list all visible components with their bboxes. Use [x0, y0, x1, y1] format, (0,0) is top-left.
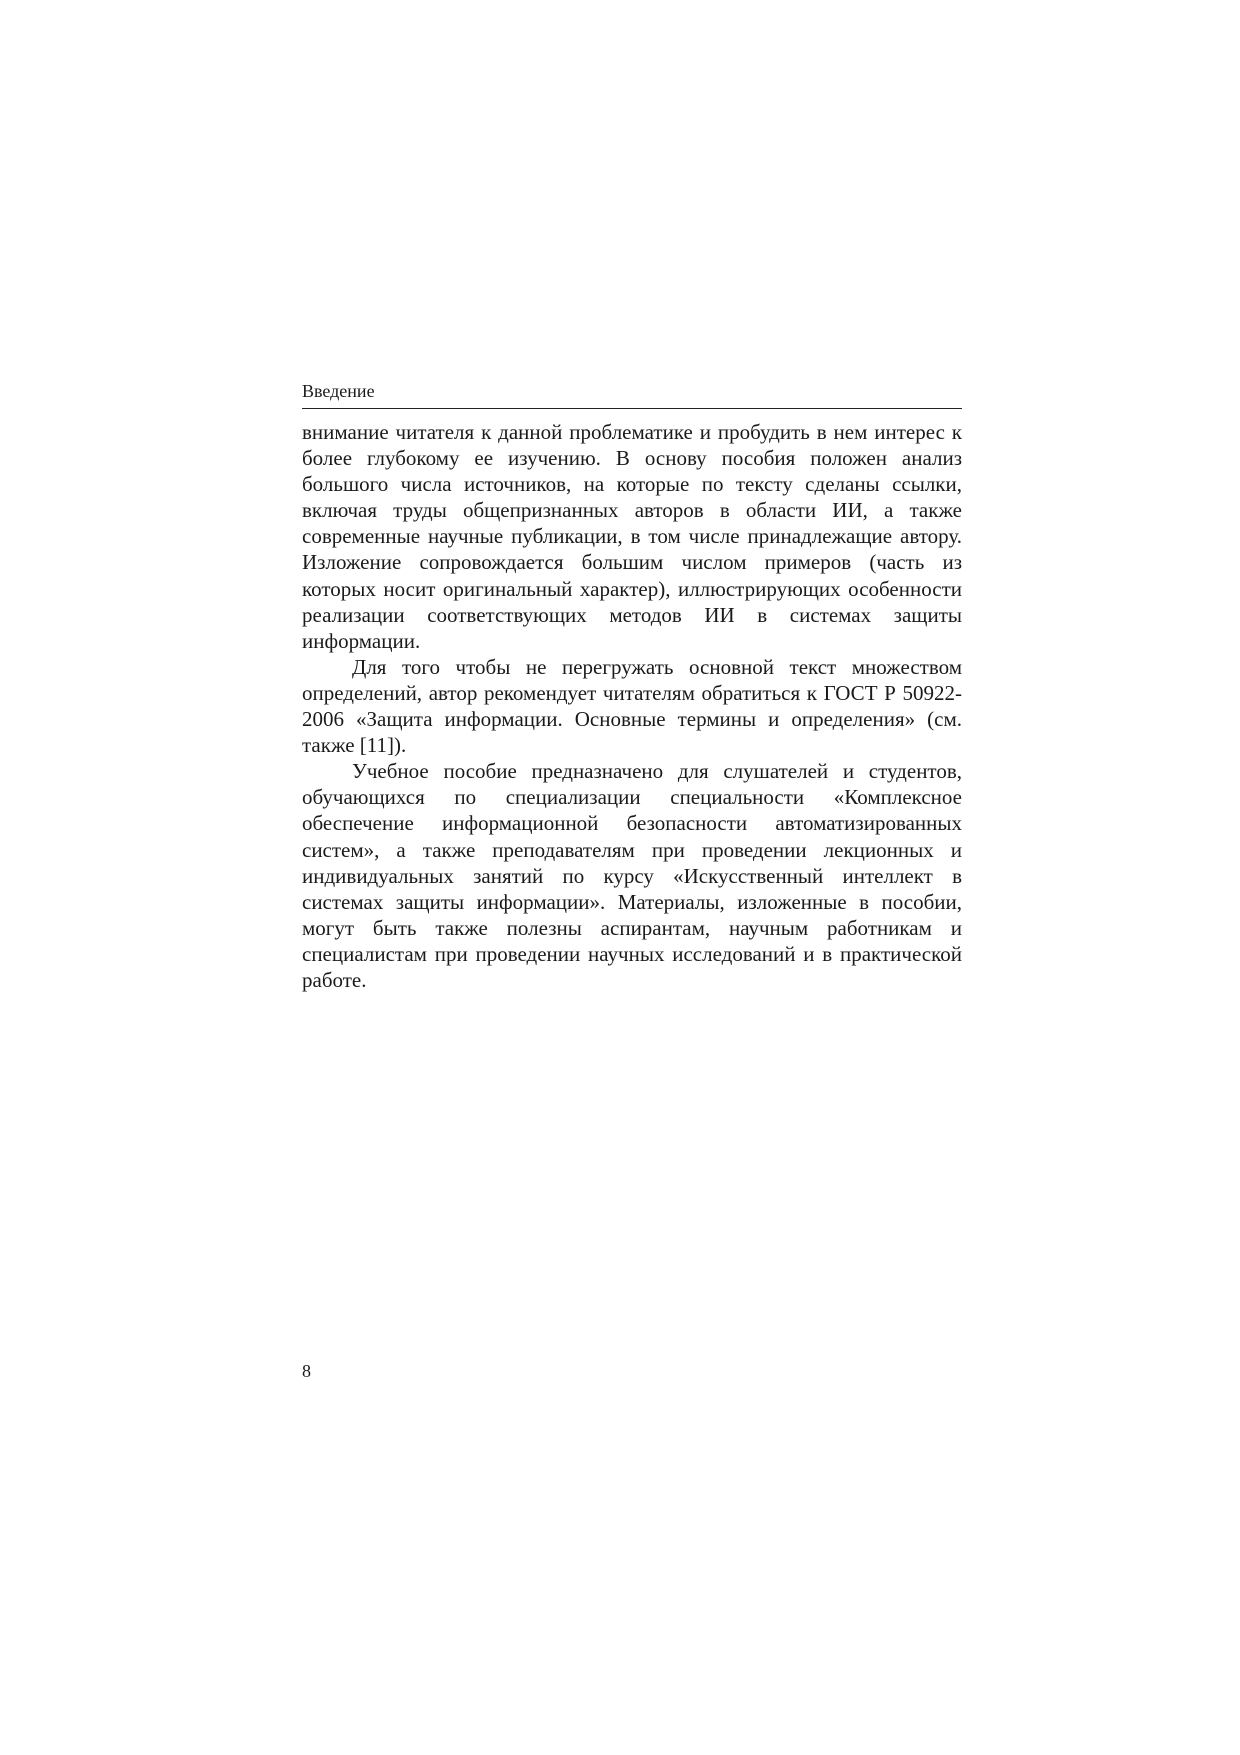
body-text [302, 419, 962, 993]
paragraph-continuation: внимание читателя к данной проблематике и пробудить в нем интерес к более глубокому ее изучению. В основу пособия положен анализ большого числа источников, на которые по тексту сделаны ссылки, включая труды общепризнанных авторов в области ИИ, а также современные научные публикации, в том числе принадлежащие автору. Изложение сопровождается большим числом примеров (часть из которых носит оригинальный характер), иллюстрирующих особенности реализации соответствующих методов ИИ в системах защиты информации. [302, 420, 962, 653]
paragraph-gost-reference: Для того чтобы не перегружать основной текст множеством определений, автор рекомендует читателям обратиться к ГОСТ Р 50922-2006 «Защита информации. Основные термины и определения» (см. также [11]). [302, 654, 962, 758]
header-rule [302, 408, 962, 409]
running-header: Введение [302, 381, 375, 401]
page-number: 8 [302, 1361, 311, 1381]
paragraph-audience: Учебное пособие предназначено для слушателей и студентов, обучающихся по специализации специальности «Комплексное обеспечение информационной безопасности автоматизированных систем», а также преподавателям при проведении лекционных и индивидуальных занятий по курсу «Искусственный интеллект в системах защиты информации». Материалы, изложенные в пособии, могут быть также полезны аспирантам, научным работникам и специалистам при проведении научных исследований и в практической работе. [302, 759, 962, 992]
